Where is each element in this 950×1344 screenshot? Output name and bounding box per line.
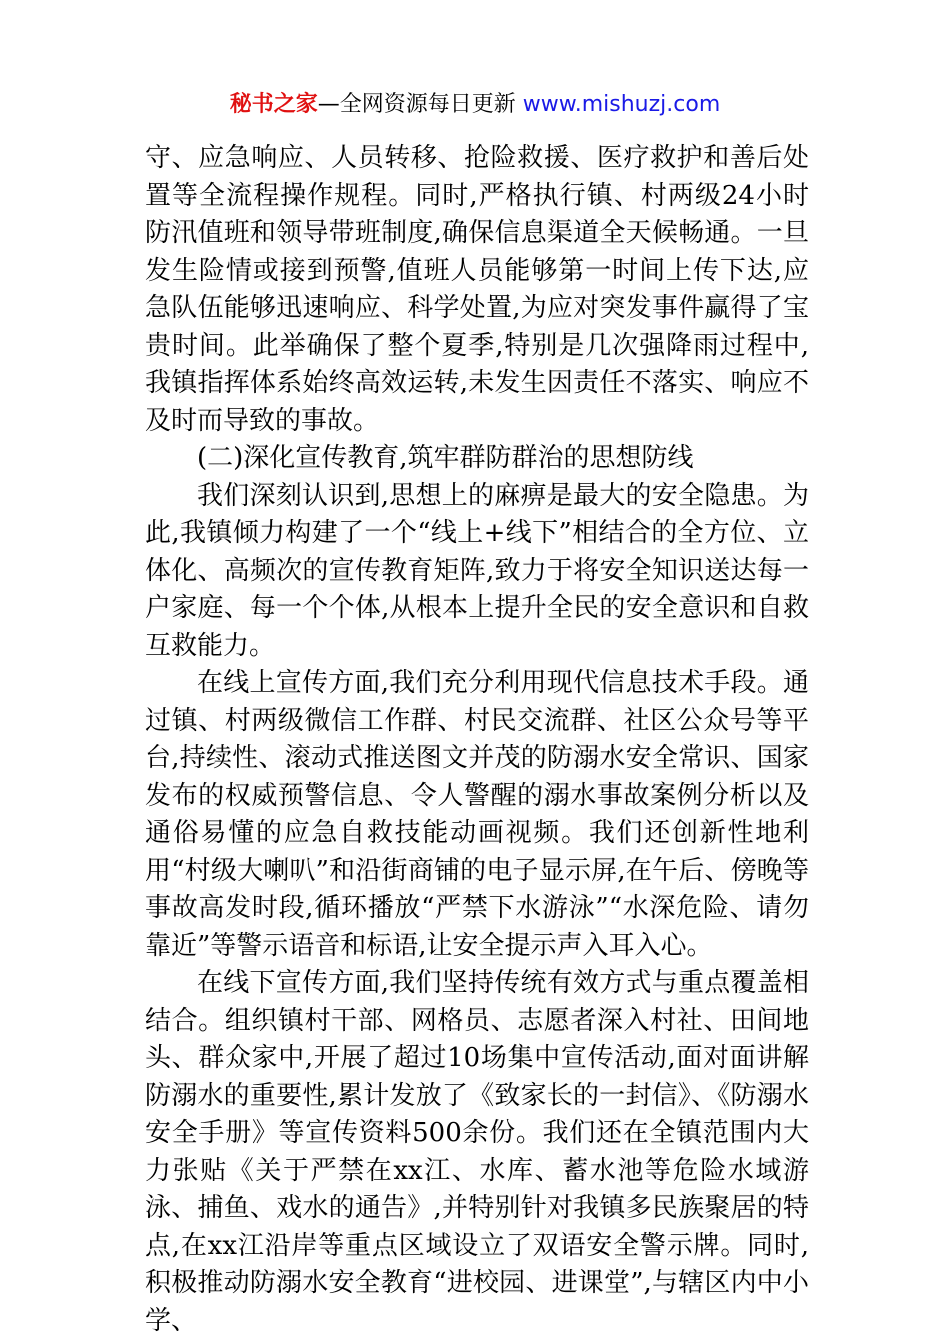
paragraph: 我们深刻认识到,思想上的麻痹是最大的安全隐患。为此,我镇倾力构建了一个“线上+线下”相结合的全方位、立体化、高频次的宣传教育矩阵,致力于将安全知识送达每一户家庭、每一个个体,从根本上提升全民的安全意识和自救互救能力。 — [145, 480, 809, 661]
document-body — [145, 140, 809, 1340]
header-tagline: —全网资源每日更新 — [317, 92, 523, 117]
section-heading: (二)深化宣传教育,筑牢群防群治的思想防线 — [197, 443, 694, 473]
site-header — [0, 88, 950, 122]
paragraph: 在线下宣传方面,我们坚持传统有效方式与重点覆盖相结合。组织镇村干部、网格员、志愿者深入村社、田间地头、群众家中,开展了超过10场集中宣传活动,面对面讲解防溺水的重要性,累计发放了《致家长的一封信》、《防溺水安全手册》等宣传资料500余份。我们还在全镇范围内大力张贴《关于严禁在xx江、水库、蓄水池等危险水域游泳、捕鱼、戏水的通告》,并特别针对我镇多民族聚居的特点,在xx江沿岸等重点区域设立了双语安全警示牌。同时,积极推动防溺水安全教育“进校园、进课堂”,与辖区内中小学、 — [145, 968, 809, 1336]
paragraph: 在线上宣传方面,我们充分利用现代信息技术手段。通过镇、村两级微信工作群、村民交流群、社区公众号等平台,持续性、滚动式推送图文并茂的防溺水安全常识、国家发布的权威预警信息、令人警醒的溺水事故案例分析以及通俗易懂的应急自救技能动画视频。我们还创新性地利用“村级大喇叭”和沿街商铺的电子显示屏,在午后、傍晚等事故高发时段,循环播放“严禁下水游泳”“水深危险、请勿靠近”等警示语音和标语,让安全提示声入耳入心。 — [145, 668, 809, 961]
paragraph-continued: 守、应急响应、人员转移、抢险救援、医疗救护和善后处置等全流程操作规程。同时,严格执行镇、村两级24小时防汛值班和领导带班制度,确保信息渠道全天候畅通。一旦发生险情或接到预警,值班人员能够第一时间上传下达,应急队伍能够迅速响应、科学处置,为应对突发事件赢得了宝贵时间。此举确保了整个夏季,特别是几次强降雨过程中,我镇指挥体系始终高效运转,未发生因责任不落实、响应不及时而导致的事故。 — [145, 143, 809, 436]
site-url-link[interactable]: www.mishuzj.com — [522, 92, 721, 117]
brand-name: 秘书之家 — [229, 92, 318, 117]
